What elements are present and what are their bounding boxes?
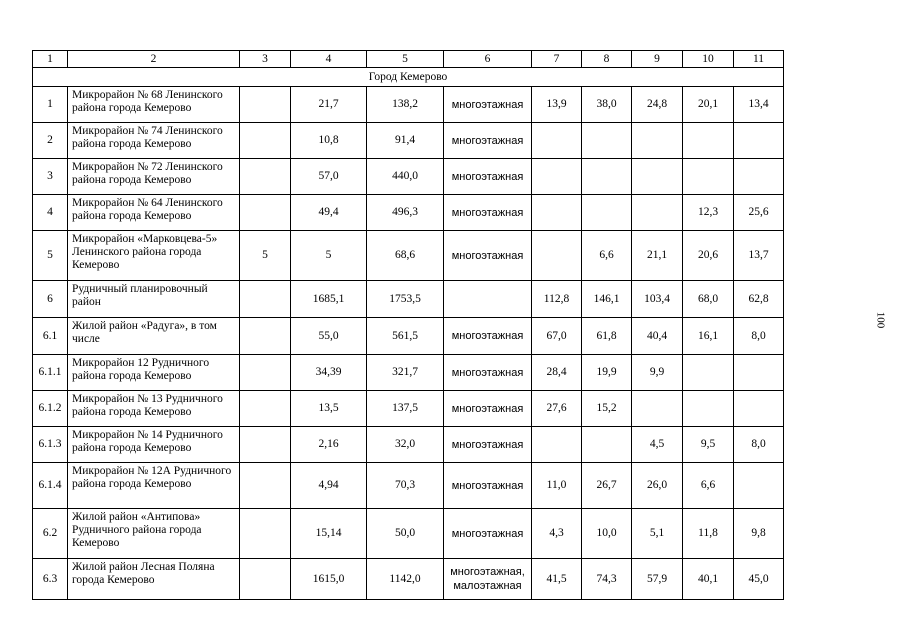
table-row	[33, 355, 784, 391]
building-type-cell: многоэтажная	[444, 195, 532, 231]
value-cell: 38,0	[582, 87, 632, 123]
value-cell: 6,6	[683, 463, 734, 509]
table-row	[33, 123, 784, 159]
value-cell	[240, 559, 291, 600]
value-cell	[240, 123, 291, 159]
value-cell: 70,3	[367, 463, 444, 509]
value-cell	[683, 355, 734, 391]
value-cell: 10,0	[582, 509, 632, 559]
table-row	[33, 87, 784, 123]
building-type-cell: многоэтажная	[444, 391, 532, 427]
value-cell	[532, 427, 582, 463]
row-number-cell: 2	[33, 123, 68, 159]
value-cell: 26,0	[632, 463, 683, 509]
building-type-cell: многоэтажная	[444, 427, 532, 463]
value-cell: 45,0	[734, 559, 784, 600]
value-cell: 5,1	[632, 509, 683, 559]
value-cell	[683, 123, 734, 159]
value-cell: 5	[291, 231, 367, 281]
value-cell	[240, 355, 291, 391]
value-cell: 9,5	[683, 427, 734, 463]
value-cell: 440,0	[367, 159, 444, 195]
value-cell: 561,5	[367, 318, 444, 355]
value-cell	[632, 159, 683, 195]
value-cell	[532, 231, 582, 281]
value-cell: 15,14	[291, 509, 367, 559]
value-cell: 67,0	[532, 318, 582, 355]
object-name-cell: Микрорайон № 72 Ленинского района города Кемерово	[68, 159, 240, 195]
value-cell: 5	[240, 231, 291, 281]
value-cell: 6,6	[582, 231, 632, 281]
object-name-cell: Микрорайон № 74 Ленинского района города Кемерово	[68, 123, 240, 159]
value-cell: 9,9	[632, 355, 683, 391]
value-cell: 4,94	[291, 463, 367, 509]
row-number-cell: 6.3	[33, 559, 68, 600]
value-cell	[532, 195, 582, 231]
value-cell: 137,5	[367, 391, 444, 427]
value-cell: 24,8	[632, 87, 683, 123]
value-cell: 11,8	[683, 509, 734, 559]
header-cell: 8	[582, 51, 632, 68]
value-cell: 62,8	[734, 281, 784, 318]
value-cell: 11,0	[532, 463, 582, 509]
value-cell: 1142,0	[367, 559, 444, 600]
value-cell: 57,0	[291, 159, 367, 195]
building-type-cell: многоэтажная	[444, 318, 532, 355]
row-number-cell: 6.1.2	[33, 391, 68, 427]
value-cell: 57,9	[632, 559, 683, 600]
row-number-cell: 6.1.1	[33, 355, 68, 391]
table-row	[33, 195, 784, 231]
value-cell	[240, 159, 291, 195]
header-cell: 4	[291, 51, 367, 68]
page-number: 100	[874, 311, 887, 329]
header-cell: 5	[367, 51, 444, 68]
table-row	[33, 463, 784, 509]
value-cell	[240, 87, 291, 123]
value-cell	[240, 509, 291, 559]
value-cell: 49,4	[291, 195, 367, 231]
row-number-cell: 6.1.4	[33, 463, 68, 509]
value-cell	[734, 123, 784, 159]
object-name-cell: Микрорайон № 64 Ленинского района города Кемерово	[68, 195, 240, 231]
value-cell: 19,9	[582, 355, 632, 391]
value-cell: 41,5	[532, 559, 582, 600]
value-cell	[632, 195, 683, 231]
value-cell: 21,7	[291, 87, 367, 123]
value-cell: 321,7	[367, 355, 444, 391]
value-cell: 32,0	[367, 427, 444, 463]
object-name-cell: Микрорайон № 68 Ленинского района города Кемерово	[68, 87, 240, 123]
value-cell	[683, 391, 734, 427]
table-row	[33, 559, 784, 600]
value-cell: 1753,5	[367, 281, 444, 318]
table-row	[33, 231, 784, 281]
header-cell: 2	[68, 51, 240, 68]
value-cell: 8,0	[734, 427, 784, 463]
building-type-cell	[444, 281, 532, 318]
header-cell: 6	[444, 51, 532, 68]
value-cell: 15,2	[582, 391, 632, 427]
row-number-cell: 6.2	[33, 509, 68, 559]
value-cell	[532, 123, 582, 159]
value-cell: 91,4	[367, 123, 444, 159]
table-row	[33, 427, 784, 463]
object-name-cell: Жилой район Лесная Поляна города Кемерово	[68, 559, 240, 600]
value-cell	[240, 318, 291, 355]
value-cell: 40,1	[683, 559, 734, 600]
value-cell: 13,5	[291, 391, 367, 427]
header-cell: 7	[532, 51, 582, 68]
value-cell	[240, 427, 291, 463]
value-cell: 4,5	[632, 427, 683, 463]
value-cell: 1685,1	[291, 281, 367, 318]
value-cell	[734, 463, 784, 509]
value-cell	[240, 195, 291, 231]
value-cell	[240, 281, 291, 318]
building-type-cell: многоэтажная	[444, 355, 532, 391]
table-row	[33, 159, 784, 195]
value-cell: 27,6	[532, 391, 582, 427]
building-type-cell: многоэтажная, малоэтажная	[444, 559, 532, 600]
value-cell: 25,6	[734, 195, 784, 231]
value-cell	[632, 391, 683, 427]
value-cell: 20,6	[683, 231, 734, 281]
table-row	[33, 509, 784, 559]
value-cell: 20,1	[683, 87, 734, 123]
value-cell: 16,1	[683, 318, 734, 355]
table-row	[33, 281, 784, 318]
value-cell: 2,16	[291, 427, 367, 463]
object-name-cell: Микрорайон № 12А Рудничного района города Кемерово	[68, 463, 240, 509]
value-cell: 112,8	[532, 281, 582, 318]
object-name-cell: Микрорайон «Марковцева-5» Ленинского района города Кемерово	[68, 231, 240, 281]
row-number-cell: 5	[33, 231, 68, 281]
value-cell: 55,0	[291, 318, 367, 355]
value-cell: 21,1	[632, 231, 683, 281]
building-type-cell: многоэтажная	[444, 87, 532, 123]
value-cell	[582, 123, 632, 159]
header-row	[33, 51, 784, 68]
building-type-cell: многоэтажная	[444, 159, 532, 195]
value-cell: 13,7	[734, 231, 784, 281]
value-cell	[683, 159, 734, 195]
city-row	[33, 68, 784, 87]
value-cell: 34,39	[291, 355, 367, 391]
building-type-cell: многоэтажная	[444, 123, 532, 159]
table-body	[33, 51, 784, 600]
value-cell: 13,4	[734, 87, 784, 123]
header-cell: 11	[734, 51, 784, 68]
value-cell: 103,4	[632, 281, 683, 318]
value-cell: 146,1	[582, 281, 632, 318]
value-cell: 74,3	[582, 559, 632, 600]
value-cell: 28,4	[532, 355, 582, 391]
value-cell	[734, 159, 784, 195]
value-cell	[582, 427, 632, 463]
value-cell	[240, 463, 291, 509]
building-type-cell: многоэтажная	[444, 509, 532, 559]
value-cell: 40,4	[632, 318, 683, 355]
building-type-cell: многоэтажная	[444, 463, 532, 509]
value-cell: 26,7	[582, 463, 632, 509]
city-title: Город Кемерово	[33, 68, 784, 87]
value-cell	[240, 391, 291, 427]
value-cell: 68,0	[683, 281, 734, 318]
header-cell: 10	[683, 51, 734, 68]
value-cell: 13,9	[532, 87, 582, 123]
row-number-cell: 4	[33, 195, 68, 231]
table-row	[33, 391, 784, 427]
table-row	[33, 318, 784, 355]
row-number-cell: 6.1.3	[33, 427, 68, 463]
value-cell	[582, 159, 632, 195]
row-number-cell: 6.1	[33, 318, 68, 355]
value-cell: 10,8	[291, 123, 367, 159]
value-cell: 4,3	[532, 509, 582, 559]
header-cell: 1	[33, 51, 68, 68]
value-cell: 1615,0	[291, 559, 367, 600]
value-cell: 61,8	[582, 318, 632, 355]
value-cell	[632, 123, 683, 159]
row-number-cell: 3	[33, 159, 68, 195]
object-name-cell: Жилой район «Радуга», в том числе	[68, 318, 240, 355]
value-cell	[532, 159, 582, 195]
data-table	[32, 50, 784, 600]
row-number-cell: 1	[33, 87, 68, 123]
header-cell: 3	[240, 51, 291, 68]
row-number-cell: 6	[33, 281, 68, 318]
value-cell: 68,6	[367, 231, 444, 281]
value-cell	[734, 391, 784, 427]
value-cell: 8,0	[734, 318, 784, 355]
object-name-cell: Рудничный планировочный район	[68, 281, 240, 318]
object-name-cell: Микрорайон № 14 Рудничного района города Кемерово	[68, 427, 240, 463]
value-cell	[734, 355, 784, 391]
value-cell: 50,0	[367, 509, 444, 559]
value-cell: 138,2	[367, 87, 444, 123]
building-type-cell: многоэтажная	[444, 231, 532, 281]
value-cell: 12,3	[683, 195, 734, 231]
value-cell: 9,8	[734, 509, 784, 559]
header-cell: 9	[632, 51, 683, 68]
object-name-cell: Микрорайон № 13 Рудничного района города Кемерово	[68, 391, 240, 427]
value-cell	[582, 195, 632, 231]
object-name-cell: Микрорайон 12 Рудничного района города Кемерово	[68, 355, 240, 391]
object-name-cell: Жилой район «Антипова» Рудничного района города Кемерово	[68, 509, 240, 559]
value-cell: 496,3	[367, 195, 444, 231]
